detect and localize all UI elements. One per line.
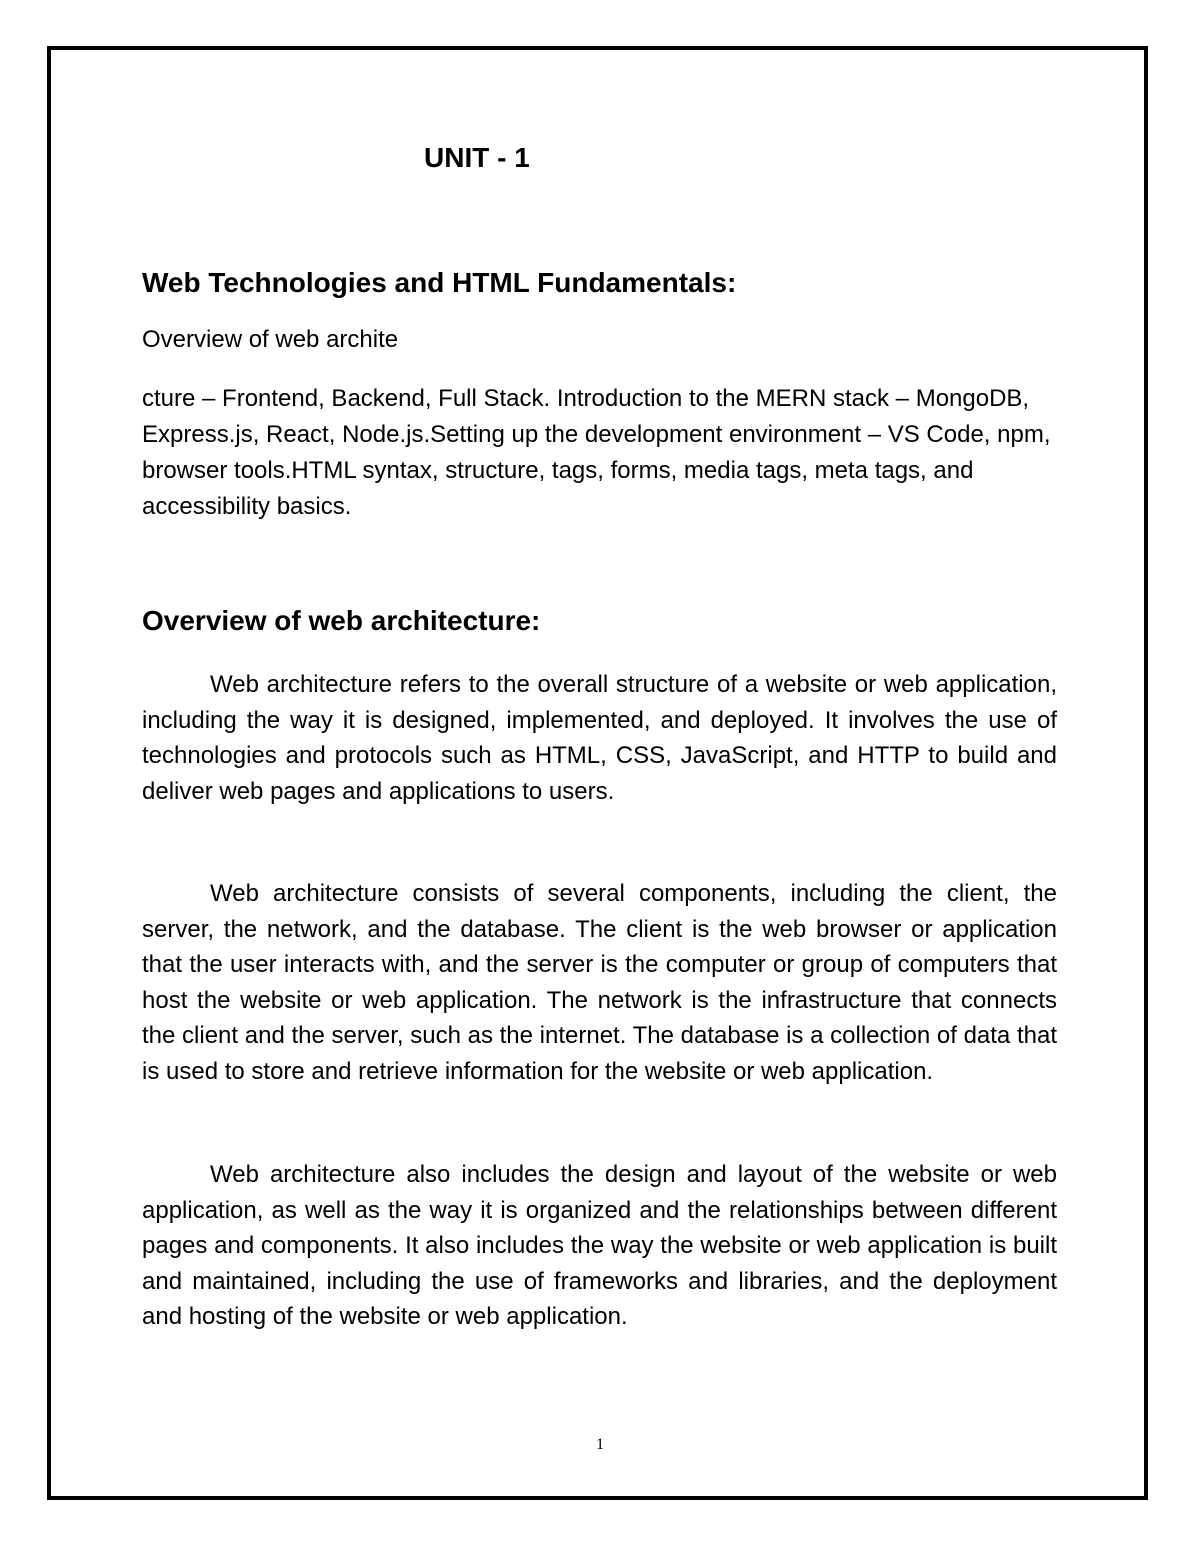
overview-line: Overview of web archite bbox=[142, 326, 399, 353]
unit-title: UNIT - 1 bbox=[424, 142, 530, 173]
syllabus-text: cture – Frontend, Backend, Full Stack. Introduction to the MERN stack – MongoDB, Express.js, React, Node.js.Setting up the development environment – VS Code, npm, browser tools.HTML syntax, structure, tags, forms, media tags, meta tags, and accessibility basics. bbox=[142, 385, 1051, 520]
paragraph: Web architecture refers to the overall structure of a website or web application, including the way it is designed, implemented, and deployed. It involves the use of technologies and protocols such as HTML, CSS, JavaScript, and HTTP to build and deliver web pages and applications to users. bbox=[142, 671, 1057, 805]
paragraph: Web architecture also includes the design and layout of the website or web application, as well as the way it is organized and the relationships between different pages and components. It also includes the way the website or web application is built and maintained, including the use of frameworks and libraries, and the deployment and hosting of the website or web application. bbox=[142, 1161, 1057, 1330]
paragraph: Web architecture consists of several components, including the client, the server, the network, and the database. The client is the web browser or application that the user interacts with, and the server is the computer or group of computers that host the website or web application. The network is the infrastructure that connects the client and the server, such as the internet. The database is a collection of data that is used to store and retrieve information for the website or web application. bbox=[142, 880, 1057, 1085]
page-number: 1 bbox=[596, 1436, 604, 1453]
overview-heading: Overview of web architecture: bbox=[142, 605, 541, 636]
section-heading: Web Technologies and HTML Fundamentals: bbox=[142, 267, 737, 298]
